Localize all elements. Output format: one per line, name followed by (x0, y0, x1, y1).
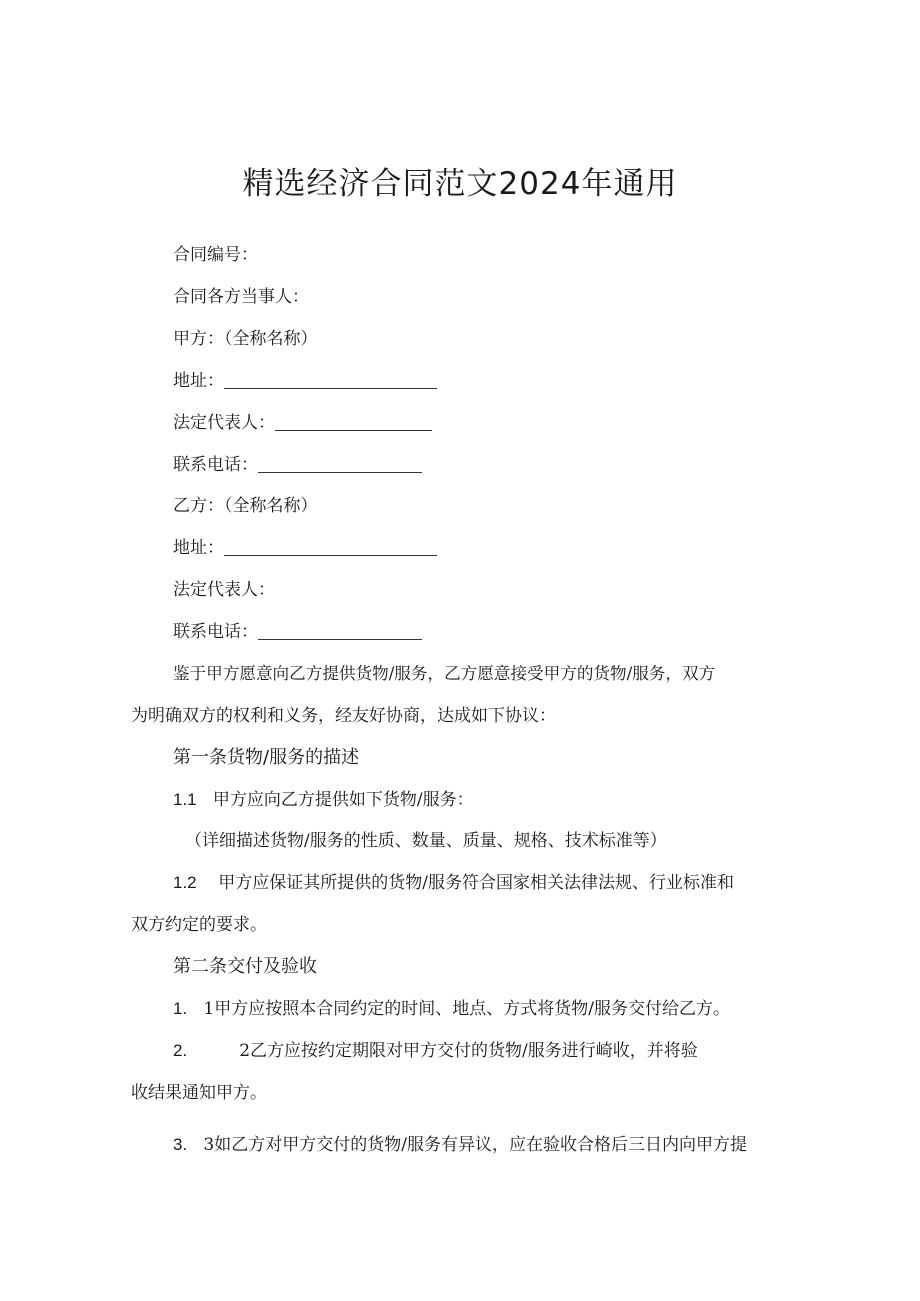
parties-heading: 合同各方当事人： (173, 287, 309, 307)
party-b-address-label: 地址： (173, 538, 224, 558)
clause-2-3-number: 3. (173, 1135, 188, 1154)
clause-2-3-text: 3如乙方对甲方交付的货物/服务有异议，应在验收合格后三日内向甲方提 (203, 1135, 747, 1155)
party-a-address-blank (224, 372, 437, 389)
clause-2-2-text: 2乙方应按约定期限对甲方交付的货物/服务进行崎收，并将验 (239, 1041, 698, 1061)
preamble-line-1: 鉴于甲方愿意向乙方提供货物/服务，乙方愿意接受甲方的货物/服务，双方 (173, 664, 716, 683)
party-a-phone-blank (258, 456, 422, 473)
party-b-phone-blank (258, 623, 422, 640)
clause-2-2-number: 2. (173, 1041, 188, 1060)
clause-1-1-number: 1.1 (173, 790, 197, 809)
party-b-rep-field (173, 578, 275, 602)
clause-2-3 (173, 1133, 747, 1157)
preamble-line-2: 为明确双方的权利和义务，经友好协商，达成如下协议： (131, 706, 556, 726)
party-a-address-label: 地址： (173, 371, 224, 391)
contract-number-field (173, 243, 258, 267)
party-a-phone-label: 联系电话： (173, 455, 258, 475)
party-b-name: 乙方：（全称名称） (173, 496, 318, 516)
clause-1-2 (173, 871, 734, 895)
party-a-rep-blank (275, 414, 432, 431)
party-b-address-blank (224, 539, 437, 556)
party-a-phone-field (173, 453, 422, 477)
clause-1-2-text: 甲方应保证其所提供的货物/服务符合国家相关法律法规、行业标准和 (218, 873, 734, 893)
party-a-name: 甲方：（全称名称） (173, 329, 318, 349)
party-a-rep-label: 法定代表人： (173, 413, 275, 433)
party-b-phone-label: 联系电话： (173, 622, 258, 642)
party-b-address-field (173, 536, 437, 560)
article-2-heading: 第二条交付及验收 (173, 956, 317, 977)
party-b-rep-label: 法定代表人： (173, 580, 275, 600)
party-b-phone-field (173, 620, 422, 644)
clause-1-2-continued: 双方约定的要求。 (131, 915, 267, 935)
clause-1-1-detail: （详细描述货物/服务的性质、数量、质量、规格、技术标准等） (185, 831, 667, 851)
clause-2-2-continued: 收结果通知甲方。 (131, 1083, 267, 1103)
clause-2-1 (173, 997, 730, 1021)
article-1-heading: 第一条货物/服务的描述 (173, 747, 360, 768)
clause-2-2 (173, 1039, 698, 1063)
clause-1-1-text: 甲方应向乙方提供如下货物/服务： (212, 790, 474, 810)
clause-2-1-number: 1. (173, 999, 188, 1018)
clause-2-1-text: 1甲方应按照本合同约定的时间、地点、方式将货物/服务交付给乙方。 (203, 999, 730, 1019)
clause-1-2-number: 1.2 (173, 873, 197, 892)
clause-1-1 (173, 788, 474, 812)
document-title: 精选经济合同范文2024年通用 (242, 166, 678, 202)
contract-number-label: 合同编号： (173, 245, 258, 265)
party-a-rep-field (173, 411, 432, 435)
party-a-address-field (173, 369, 437, 393)
